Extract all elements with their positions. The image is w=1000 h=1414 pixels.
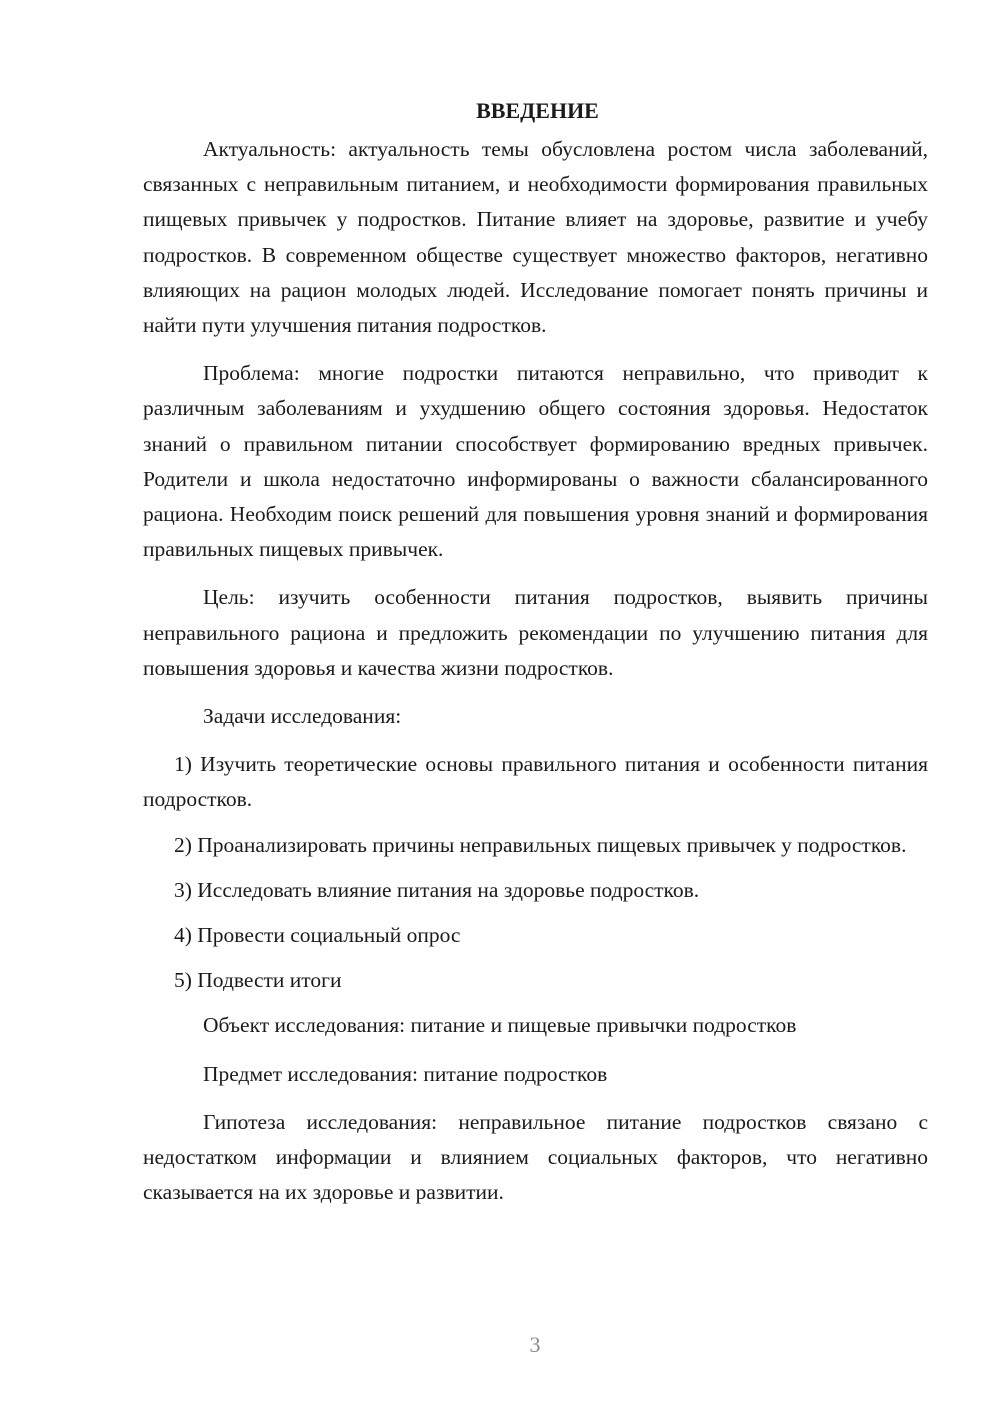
problem-paragraph: Проблема: многие подростки питаются неправильно, что приводит к различным заболеваниям и ухудшению общего состояния здоровья. Недостаток знаний о правильном питании способствует формированию вредных привычек. Родители и школа недостаточно информированы о важности сбалансированного рациона. Необходим поиск решений для повышения уровня знаний и формирования правильных пищевых привычек.: [143, 361, 928, 562]
task-item-3: 3) Исследовать влияние питания на здоровье подростков.: [174, 877, 700, 902]
goal-paragraph: Цель: изучить особенности питания подростков, выявить причины неправильного рациона и предложить рекомендации по улучшению питания для повышения здоровья и качества жизни подростков.: [143, 585, 928, 680]
page-content: [143, 94, 928, 1223]
research-object: Объект исследования: питание и пищевые привычки подростков: [203, 1013, 797, 1038]
research-subject: Предмет исследования: питание подростков: [203, 1061, 608, 1086]
relevance-paragraph: Актуальность: актуальность темы обусловлена ростом числа заболеваний, связанных с неправильным питанием, и необходимости формирования правильных пищевых привычек у подростков. Питание влияет на здоровье, развитие и учебу подростков. В современном обществе существует множество факторов, негативно влияющих на рацион молодых людей. Исследование помогает понять причины и найти пути улучшения питания подростков.: [143, 137, 928, 338]
task-item-1: 1) Изучить теоретические основы правильного питания и особенности питания подростков.: [143, 752, 928, 812]
page-number: 3: [529, 1332, 541, 1357]
research-hypothesis: Гипотеза исследования: неправильное питание подростков связано с недостатком информации и влиянием социальных факторов, что негативно сказывается на их здоровье и развитии.: [143, 1109, 928, 1205]
tasks-heading: Задачи исследования:: [203, 704, 402, 729]
page-title: ВВЕДЕНИЕ: [476, 98, 599, 123]
task-item-2: 2) Проанализировать причины неправильных пищевых привычек у подростков.: [174, 832, 907, 857]
task-item-4: 4) Провести социальный опрос: [174, 923, 461, 948]
task-item-5: 5) Подвести итоги: [174, 968, 342, 993]
